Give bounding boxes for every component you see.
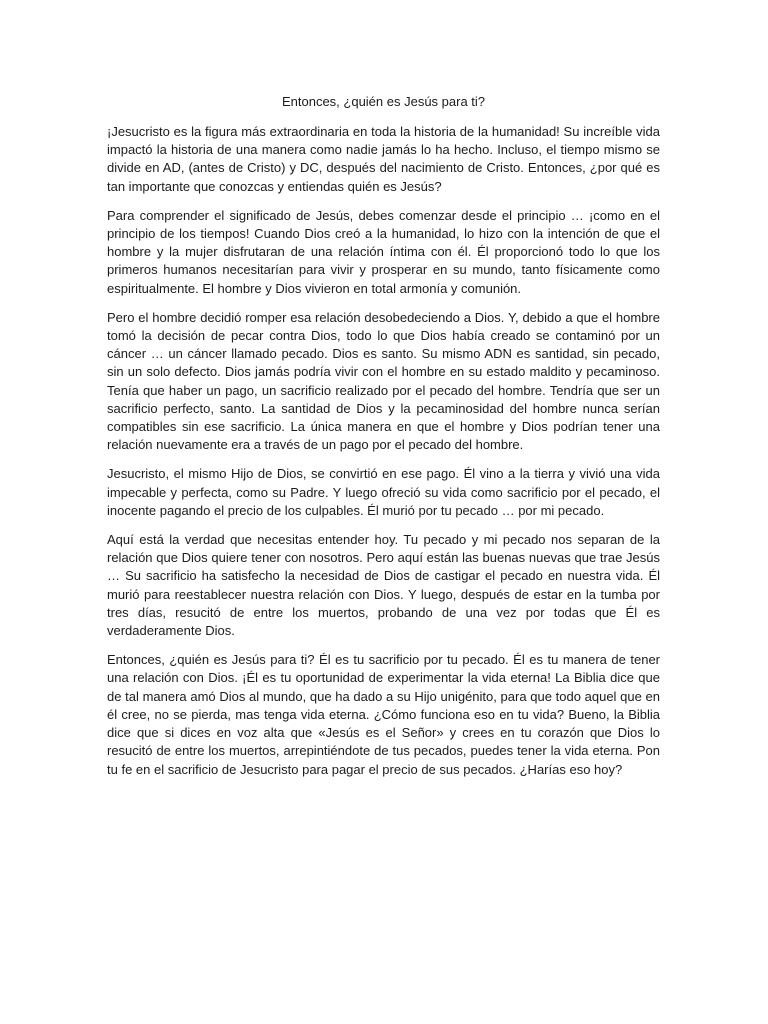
document-title: Entonces, ¿quién es Jesús para ti? xyxy=(281,94,486,109)
paragraph-4: Jesucristo, el mismo Hijo de Dios, se convirtió en ese pago. Él vino a la tierra y vivió una vida impecable y perfecta, como su Padre. Y luego ofreció su vida como sacrificio por el pecado, el inocente pagando el precio de los culpables. Él murió por tu pecado … por mi pecado. xyxy=(107,466,660,518)
paragraph-2: Para comprender el significado de Jesús, debes comenzar desde el principio … ¡como en el principio de los tiempos! Cuando Dios creó a la humanidad, lo hizo con la intención de que el hombre y la mujer disfrutaran de una relación íntima con él. Él proporcionó todo lo que los primeros humanos necesitarían para vivir y prosperar en su mundo, tanto físicamente como espiritualmente. El hombre y Dios vivieron en total armonía y comunión. xyxy=(107,207,660,296)
paragraph-1: ¡Jesucristo es la figura más extraordinaria en toda la historia de la humanidad! Su increíble vida impactó la historia de una manera como nadie jamás lo ha hecho. Incluso, el tiempo mismo se divide en AD, (antes de Cristo) y DC, después del nacimiento de Cristo. Entonces, ¿por qué es tan importante que conozcas y entiendas quién es Jesús? xyxy=(107,124,660,194)
paragraph-5: Aquí está la verdad que necesitas entender hoy. Tu pecado y mi pecado nos separan de la relación que Dios quiere tener con nosotros. Pero aquí están las buenas nuevas que trae Jesús … Su sacrificio ha satisfecho la necesidad de Dios de castigar el pecado en nuestra vida. Él murió para reestablecer nuestra relación con Dios. Y luego, después de estar en la tumba por tres días, resucitó de entre los muertos, probando de una vez por todas que Él es verdaderamente Dios. xyxy=(107,532,660,639)
paragraph-3: Pero el hombre decidió romper esa relación desobedeciendo a Dios. Y, debido a que el hombre tomó la decisión de pecar contra Dios, todo lo que Dios había creado se contaminó por un cáncer … un cáncer llamado pecado. Dios es santo. Su mismo ADN es santidad, sin pecado, sin un solo defecto. Dios jamás podría vivir con el hombre en su estado maldito y pecaminoso. Tenía que haber un pago, un sacrificio realizado por el pecado del hombre. Tendría que ser un sacrificio perfecto, santo. La santidad de Dios y la pecaminosidad del hombre nunca serían compatibles sin ese sacrificio. La única manera en que el hombre y Dios podrían tener una relación nuevamente era a través de un pago por el pecado del hombre. xyxy=(107,309,660,453)
paragraph-6: Entonces, ¿quién es Jesús para ti? Él es tu sacrificio por tu pecado. Él es tu manera de tener una relación con Dios. ¡Él es tu oportunidad de experimentar la vida eterna! La Biblia dice que de tal manera amó Dios al mundo, que ha dado a su Hijo unigénito, para que todo aquel que en él cree, no se pierda, mas tenga vida eterna. ¿Cómo funciona eso en tu vida? Bueno, la Biblia dice que si dices en voz alta que «Jesús es el Señor» y crees en tu corazón que Dios lo resucitó de entre los muertos, arrepintiéndote de tus pecados, puedes tener la vida eterna. Pon tu fe en el sacrificio de Jesucristo para pagar el precio de sus pecados. ¿Harías eso hoy? xyxy=(107,652,660,777)
